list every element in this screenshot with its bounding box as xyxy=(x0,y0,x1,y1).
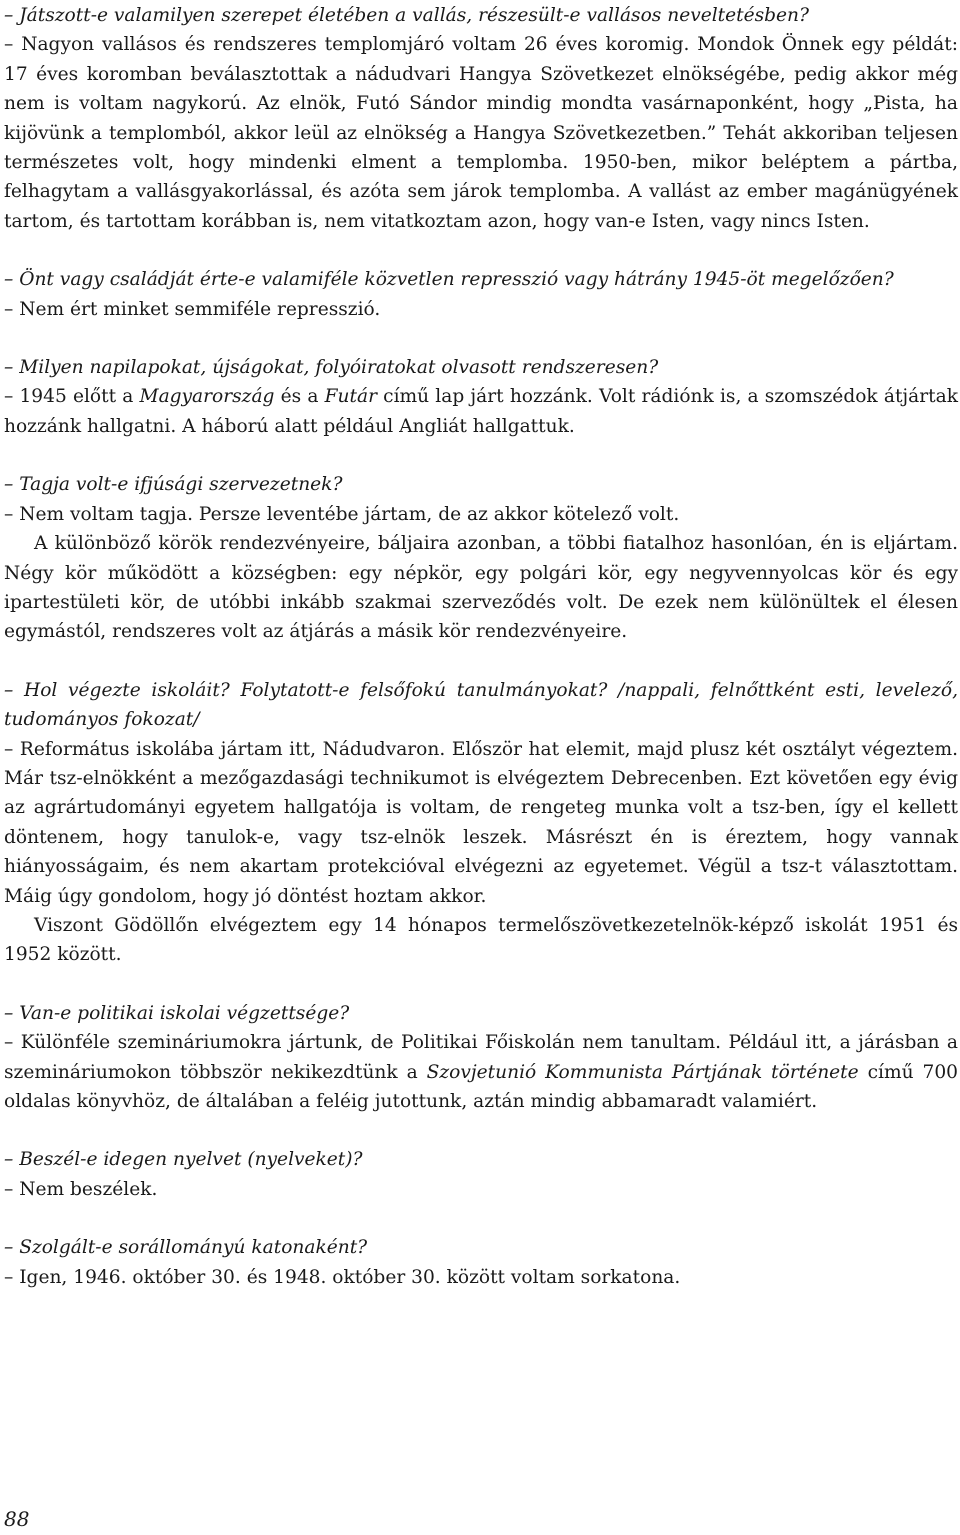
answer-text-segment: – Különféle szemináriumokra jártunk, de Politikai Főiskolán nem tanultam. Például itt, a járásban a szemináriumokon többször nekikezdtünk a xyxy=(4,1032,958,1083)
interview-question: – Beszél-e idegen nyelvet (nyelveket)? xyxy=(4,1149,363,1171)
page-number: 88 xyxy=(4,1507,30,1531)
interview-question: – Önt vagy családját érte-e valamiféle közvetlen represszió vagy hátrány 1945-öt megelőzően? xyxy=(4,269,894,291)
interview-answer: A különböző körök rendezvényeire, báljaira azonban, a többi fiatalhoz hasonlóan, én is eljártam. Négy kör működött a községben: egy népkör, egy polgári kör, egy negyvennyolcas kör és egy ipartestületi kör, de utóbbi inkább szakmai szerveződés volt. De ezek nem különültek el élesen egymástól, rendszeres volt az átjárás a másik kör rendezvényeire. xyxy=(4,533,958,643)
interview-answer: Viszont Gödöllőn elvégeztem egy 14 hónapos termelőszövetkezetelnök-képző iskolát 1951 és 1952 között. xyxy=(4,914,958,966)
answer-text-segment: című lap járt hozzánk. Volt rádiónk is, a szomszédok átjártak hozzánk hallgatni. A háború alatt például Angliát hallgattuk. xyxy=(4,386,958,437)
interview-answer: – Nagyon vallásos és rendszeres templomjáró voltam 26 éves koromig. Mondok Önnek egy példát: 17 éves koromban beválasztottak a nádudvari Hangya Szövetkezet elnökségébe, pedig akkor még nem is voltam nagykorú. Az elnök, Futó Sándor mindig mondta vasárnaponként, hogy „Pista, ha kijövünk a templomból, akkor leül az elnökség a Hangya Szövetkezetben.” Tehát akkoriban teljesen természetes volt, hogy mindenki elment a templomba. 1950-ben, mikor beléptem a pártba, felhagytam a vallásgyakorlással, és azóta sem járok templomba. A vallást az ember magánügyének tartom, és tartottam korábban is, nem vitatkoztam azon, hogy van-e Isten, vagy nincs Isten. xyxy=(4,34,958,232)
interview-question: – Milyen napilapokat, újságokat, folyóiratokat olvasott rendszeresen? xyxy=(4,357,659,379)
interview-answer: – Nem beszélek. xyxy=(4,1178,158,1200)
interview-text xyxy=(4,1,958,1292)
interview-question: – Hol végezte iskoláit? Folytatott-e felsőfokú tanulmányokat? /nappali, felnőttként esti, levelező, tudományos fokozat/ xyxy=(4,679,958,731)
interview-answer xyxy=(4,1028,958,1116)
interview-question: – Van-e politikai iskolai végzettsége? xyxy=(4,1002,350,1024)
answer-text-segment: és a xyxy=(274,386,325,408)
interview-question: – Tagja volt-e ifjúsági szervezetnek? xyxy=(4,474,343,496)
interview-answer: – Igen, 1946. október 30. és 1948. október 30. között voltam sorkatona. xyxy=(4,1266,681,1288)
interview-question: – Játszott-e valamilyen szerepet életében a vallás, részesült-e vallásos neveltetésben? xyxy=(4,5,810,26)
answer-text-segment: – 1945 előtt a xyxy=(4,386,140,408)
interview-answer xyxy=(4,382,958,441)
interview-question: – Szolgált-e sorállományú katonaként? xyxy=(4,1237,368,1259)
italic-title: Szovjetunió Kommunista Pártjának története xyxy=(426,1061,859,1083)
italic-title: Magyarország xyxy=(139,386,275,408)
answer-text-segment: című 700 oldalas könyvhöz, de általában a feléig jutottunk, aztán mindig abbamaradt valamiért. xyxy=(4,1061,958,1112)
interview-answer: – Nem ért minket semmiféle represszió. xyxy=(4,298,381,320)
interview-answer: – Nem voltam tagja. Persze leventébe jártam, de az akkor kötelező volt. xyxy=(4,503,680,525)
italic-title: Futár xyxy=(324,386,377,408)
interview-answer: – Református iskolába jártam itt, Nádudvaron. Először hat elemit, majd plusz két osztályt végeztem. Már tsz-elnökként a mezőgazdasági technikumot is elvégeztem Debrecenben. Ezt követően egy évig az agrártudományi egyetem hallgatója is voltam, de rengeteg munka volt a tsz-ben, így el kellett döntenem, hogy tanulok-e, vagy tsz-elnök leszek. Másrészt én is éreztem, hogy vannak hiányosságaim, és nem akartam protekcióval elvégezni az egyetemet. Végül a tsz-t választottam. Máig úgy gondolom, hogy jó döntést hoztam akkor. xyxy=(4,738,958,907)
